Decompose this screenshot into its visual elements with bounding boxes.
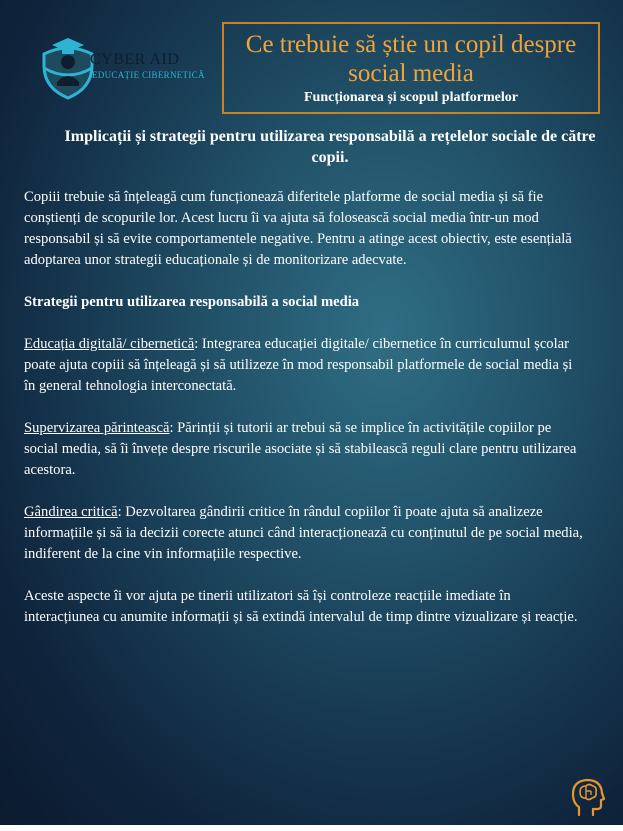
strategy-text: : Integrarea educației digitale/ cibernetice în curriculumul școlar poate ajuta copiii să înțeleagă și să utilizeze în mod responsabil platformele de social media și în general tehnologia interconectată. [24,336,573,394]
strategy-text: : Părinții și tutorii ar trebui să se implice în activitățile copiilor pe social media, să îi învețe despre riscurile asociate și să stabilească reguli clare pentru utilizarea acestora. [24,420,577,478]
conclusion-paragraph: Aceste aspecte îi vor ajuta pe tinerii utilizatori să își controleze reacțiile imediate în interacțiunea cu anumite informații și să extindă intervalul de timp dintre vizualizare și reacție. [24,588,578,625]
strategy-term: Gândirea critică [24,504,118,520]
strategy-item [24,502,584,565]
page-title: Ce trebuie să știe un copil despre social media [245,31,577,87]
strategy-item [24,418,584,481]
graduation-shield-icon [38,32,98,104]
body-text [24,187,584,649]
strategy-term: Educația digitală/ cibernetică [24,336,195,352]
brain-head-icon [571,777,605,817]
section-subtitle: Implicații și strategii pentru utilizarea responsabilă a rețelelor sociale de către copii. [64,128,596,166]
page-subtitle: Funcționarea și scopul platformelor [303,90,518,105]
logo [38,32,228,102]
logo-subtitle: EDUCAȚIE CIBERNETICĂ [92,70,205,80]
strategy-text: : Dezvoltarea gândirii critice în rândul copiilor îi poate ajuta să analizeze informațiile și să ia decizii corecte atunci când interacționează cu conținutul de pe social media, indiferent de la cine vin informațiile respective. [24,504,583,562]
strategy-term: Supervizarea părintească [24,420,170,436]
logo-title: CYBER AID [90,51,180,68]
intro-paragraph: Copiii trebuie să înțeleagă cum funcționează diferitele platforme de social media și să fie conștienți de scopurile lor. Acest lucru îi va ajuta să folosească social media într-un mod responsabil și să evite comportamentele negative. Pentru a atinge acest obiectiv, este esențială adoptarea unor strategii educaționale și de monitorizare adecvate. [24,189,572,268]
title-box [222,22,600,114]
strategy-item [24,334,584,397]
strategies-heading: Strategii pentru utilizarea responsabilă a social media [24,294,360,310]
